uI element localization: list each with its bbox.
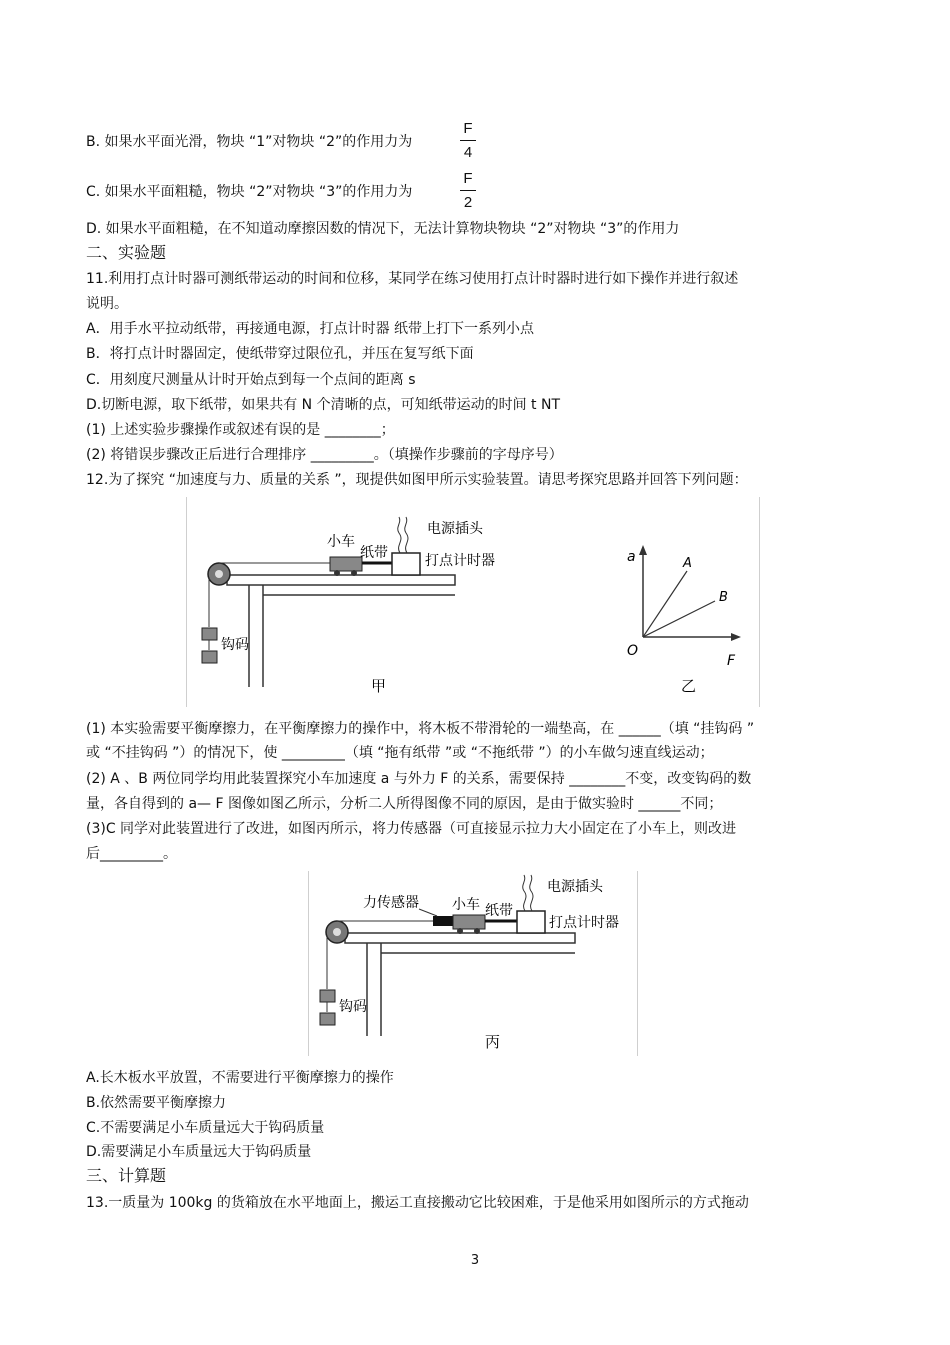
- label-weight: 钩码: [339, 999, 367, 1015]
- graph-axis-a-label: a: [627, 549, 636, 565]
- weight-icon: [202, 628, 217, 640]
- fraction-numerator: F: [463, 120, 473, 137]
- q12-part3-line1: (3)C 同学对此装置进行了改进，如图丙所示，将力传感器（可直接显示拉力大小固定在了小车上，则改进: [86, 821, 737, 837]
- q13-stem: 13.一质量为 100kg 的货箱放在水平地面上，搬运工直接搬动它比较困难，于是他采用如图所示的方式拖动: [86, 1195, 749, 1211]
- fraction-numerator: F: [463, 170, 473, 187]
- force-sensor-icon: [433, 916, 453, 926]
- label-jia: 甲: [371, 677, 387, 695]
- q10-option-c-fraction: [460, 170, 476, 211]
- cart-icon: [453, 915, 485, 929]
- label-cart: 小车: [327, 534, 355, 550]
- q10-option-b-fraction: [460, 120, 476, 161]
- graph-origin-label: O: [627, 643, 639, 659]
- label-bing: 丙: [485, 1033, 501, 1051]
- plug-wire-icon: [398, 517, 401, 553]
- label-tape: 纸带: [485, 903, 513, 919]
- q12-part1-line2: 或 “不挂钩码 ”）的情况下，使 _________（填 “拖有纸带 ”或 “不拖纸带 ”）的小车做匀速直线运动；: [86, 745, 714, 761]
- q12-option-b: B.依然需要平衡摩擦力: [86, 1095, 227, 1111]
- plug-wire-icon: [523, 875, 526, 911]
- cart-icon: [330, 557, 362, 571]
- graph-line-b-label: B: [719, 590, 728, 605]
- graph-axis-f-label: F: [727, 653, 736, 669]
- q12-stem: 12.为了探究 “加速度与力、质量的关系 ”，现提供如图甲所示实验装置。请思考探究思路并回答下列问题：: [86, 472, 748, 488]
- timer-icon: [517, 911, 545, 933]
- page-number: 3: [470, 1253, 480, 1268]
- q12-figure-bing: [308, 871, 638, 1056]
- q11-step-a: A．用手水平拉动纸带，再接通电源，打点计时器 纸带上打下一系列小点: [86, 321, 535, 337]
- q12-option-c: C.不需要满足小车质量远大于钩码质量: [86, 1120, 325, 1136]
- q12-option-a: A.长木板水平放置，不需要进行平衡摩擦力的操作: [86, 1070, 394, 1086]
- q12-part3-line2: 后_________。: [86, 846, 177, 862]
- q12-figure-jia-yi: [186, 497, 760, 707]
- section-heading-calculation: 三、计算题: [86, 1166, 167, 1185]
- q11-step-c: C．用刻度尺测量从计时开始点到每一个点间的距离 s: [86, 372, 416, 388]
- apparatus-and-graph-svg: [187, 497, 759, 707]
- q11-subq-2: (2) 将错误步骤改正后进行合理排序 _________。（填操作步骤前的字母序号）: [86, 447, 563, 463]
- improved-apparatus-svg: [309, 871, 637, 1056]
- label-timer: 打点计时器: [425, 553, 495, 569]
- graph-line-a: [643, 571, 687, 637]
- weight-icon: [202, 651, 217, 663]
- label-tape: 纸带: [360, 545, 388, 561]
- timer-icon: [392, 553, 420, 575]
- q10-option-b: B. 如果水平面光滑，物块 “1”对物块 “2”的作用力为: [86, 134, 413, 150]
- q12-option-d: D.需要满足小车质量远大于钩码质量: [86, 1144, 312, 1160]
- fraction-bar: [460, 190, 476, 191]
- weight-icon: [320, 990, 335, 1002]
- section-heading-experiment: 二、实验题: [86, 243, 167, 262]
- label-weight: 钩码: [221, 637, 249, 653]
- graph-line-a-label: A: [683, 556, 692, 571]
- q11-subq-1: (1) 上述实验步骤操作或叙述有误的是 ________；: [86, 422, 395, 438]
- q11-step-b: B．将打点计时器固定，使纸带穿过限位孔，并压在复写纸下面: [86, 346, 474, 362]
- fraction-denominator: 2: [463, 194, 473, 211]
- label-yi: 乙: [681, 677, 697, 695]
- label-cart: 小车: [452, 897, 480, 913]
- q11-stem: 11.利用打点计时器可测纸带运动的时间和位移，某同学在练习使用打点计时器时进行如下操作并进行叙述: [86, 271, 739, 287]
- label-sensor: 力传感器: [363, 895, 419, 911]
- q10-option-c: C. 如果水平面粗糙，物块 “2”对物块 “3”的作用力为: [86, 184, 413, 200]
- fraction-denominator: 4: [463, 144, 473, 161]
- q10-option-d: D. 如果水平面粗糙，在不知道动摩擦因数的情况下，无法计算物块物块 “2”对物块 “3”的作用力: [86, 221, 680, 237]
- label-plug: 电源插头: [547, 879, 603, 895]
- fraction-bar: [460, 140, 476, 141]
- weight-icon: [320, 1013, 335, 1025]
- q12-part2-line1: (2) A 、B 两位同学均用此装置探究小车加速度 a 与外力 F 的关系，需要保持 ________不变，改变钩码的数: [86, 771, 752, 787]
- graph-line-b: [643, 601, 715, 637]
- q11-stem-cont: 说明。: [86, 296, 128, 312]
- q12-part1-line1: (1) 本实验需要平衡摩擦力，在平衡摩擦力的操作中，将木板不带滑轮的一端垫高，在 ______（填 “挂钩码 ”: [86, 721, 755, 737]
- q11-step-d: D.切断电源，取下纸带，如果共有 N 个清晰的点，可知纸带运动的时间 t NT: [86, 397, 561, 413]
- label-plug: 电源插头: [427, 521, 483, 537]
- label-timer: 打点计时器: [549, 915, 619, 931]
- q12-part2-line2: 量，各自得到的 a— F 图像如图乙所示，分析二人所得图像不同的原因，是由于做实验时 ______不同；: [86, 796, 723, 812]
